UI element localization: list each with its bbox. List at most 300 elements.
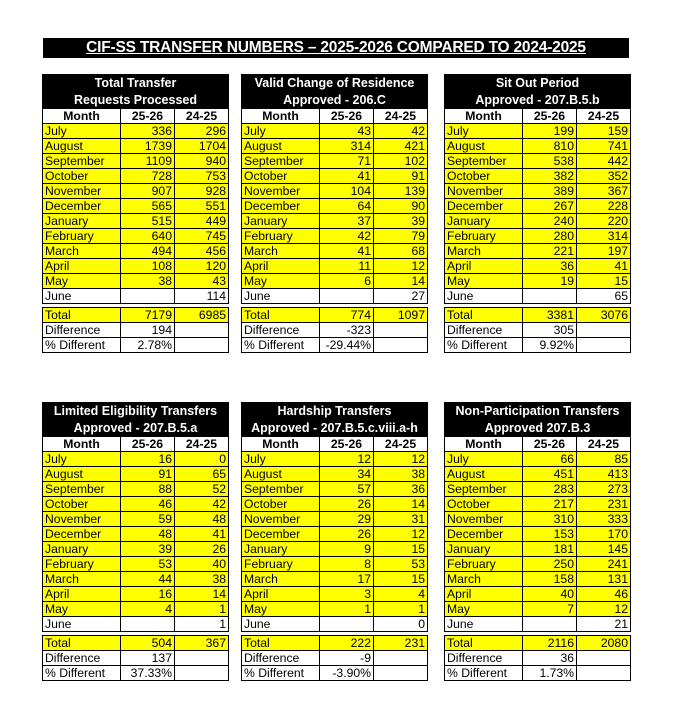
month-cell: April [43, 587, 121, 602]
table-row [445, 557, 631, 572]
table-row [242, 289, 428, 304]
table-row [445, 259, 631, 274]
month-cell: July [445, 452, 523, 467]
difference-value: 137 [121, 651, 175, 666]
value-2024-25: 46 [577, 587, 631, 602]
value-2024-25: 31 [374, 512, 428, 527]
value-2024-25: 41 [577, 259, 631, 274]
table-row [43, 244, 229, 259]
value-2024-25: 1 [374, 602, 428, 617]
transfer-table [42, 402, 229, 681]
table-row [445, 124, 631, 139]
month-cell: July [242, 124, 320, 139]
value-2025-26: 19 [523, 274, 577, 289]
value-2024-25: 928 [175, 184, 229, 199]
total-label: Total [445, 308, 523, 323]
value-2025-26: 57 [320, 482, 374, 497]
column-header-month: Month [242, 437, 320, 452]
value-2025-26: 515 [121, 214, 175, 229]
month-cell: May [43, 274, 121, 289]
value-2024-25: 53 [374, 557, 428, 572]
table-row [242, 602, 428, 617]
table-row [242, 139, 428, 154]
table-subtitle: Approved - 206.C [242, 92, 428, 109]
column-header-previous: 24-25 [374, 437, 428, 452]
table-row [445, 154, 631, 169]
table-row [445, 229, 631, 244]
table-row [242, 527, 428, 542]
total-label: Total [43, 636, 121, 651]
percent-value: 9.92% [523, 338, 577, 353]
table-row [242, 124, 428, 139]
total-2025-26: 7179 [121, 308, 175, 323]
month-cell: November [445, 184, 523, 199]
value-2024-25: 52 [175, 482, 229, 497]
table-row [242, 274, 428, 289]
table-row [445, 244, 631, 259]
value-2025-26 [523, 289, 577, 304]
month-cell: November [43, 184, 121, 199]
value-2024-25: 15 [577, 274, 631, 289]
month-cell: January [445, 542, 523, 557]
value-2025-26 [121, 617, 175, 632]
value-2024-25: 12 [374, 452, 428, 467]
value-2024-25: 15 [374, 572, 428, 587]
value-2024-25: 38 [175, 572, 229, 587]
difference-label: Difference [43, 323, 121, 338]
value-2025-26: 494 [121, 244, 175, 259]
value-2025-26: 16 [121, 452, 175, 467]
total-2024-25: 231 [374, 636, 428, 651]
table-row [445, 482, 631, 497]
value-2024-25: 90 [374, 199, 428, 214]
transfer-table [42, 74, 229, 353]
transfer-table [444, 402, 631, 681]
value-2024-25: 91 [374, 169, 428, 184]
difference-value: 194 [121, 323, 175, 338]
value-2025-26: 250 [523, 557, 577, 572]
table-row [242, 452, 428, 467]
transfer-table [241, 402, 428, 681]
value-2025-26: 64 [320, 199, 374, 214]
column-header-current: 25-26 [121, 109, 175, 124]
table-row [43, 154, 229, 169]
table-subtitle: Requests Processed [43, 92, 229, 109]
value-2025-26: 41 [320, 169, 374, 184]
value-2025-26: 8 [320, 557, 374, 572]
value-2024-25: 12 [374, 259, 428, 274]
value-2025-26: 217 [523, 497, 577, 512]
month-cell: April [242, 587, 320, 602]
month-cell: July [242, 452, 320, 467]
month-cell: January [242, 214, 320, 229]
value-2024-25: 170 [577, 527, 631, 542]
table-subtitle: Approved - 207.B.5.b [445, 92, 631, 109]
value-2025-26: 6 [320, 274, 374, 289]
value-2024-25: 753 [175, 169, 229, 184]
month-cell: June [445, 289, 523, 304]
table-title: Non-Participation Transfers [445, 403, 631, 420]
table-row [445, 542, 631, 557]
value-2025-26: 12 [320, 452, 374, 467]
table-row [242, 617, 428, 632]
value-2024-25: 48 [175, 512, 229, 527]
percent-label: % Different [43, 338, 121, 353]
table-row [242, 572, 428, 587]
month-cell: October [242, 169, 320, 184]
value-2025-26 [523, 617, 577, 632]
value-2025-26: 43 [320, 124, 374, 139]
month-cell: June [242, 289, 320, 304]
difference-label: Difference [43, 651, 121, 666]
table-row [445, 527, 631, 542]
value-2024-25: 333 [577, 512, 631, 527]
month-cell: October [242, 497, 320, 512]
table-row [242, 244, 428, 259]
month-cell: January [445, 214, 523, 229]
difference-label: Difference [445, 323, 523, 338]
percent-value: 1.73% [523, 666, 577, 681]
table-row [43, 274, 229, 289]
total-2025-26: 2116 [523, 636, 577, 651]
value-2024-25: 43 [175, 274, 229, 289]
month-cell: November [242, 184, 320, 199]
table-row [445, 497, 631, 512]
value-2025-26: 240 [523, 214, 577, 229]
table-row [242, 497, 428, 512]
percent-label: % Different [242, 338, 320, 353]
month-cell: December [242, 199, 320, 214]
value-2025-26: 29 [320, 512, 374, 527]
value-2025-26 [320, 289, 374, 304]
difference-value: 305 [523, 323, 577, 338]
month-cell: February [43, 557, 121, 572]
value-2024-25: 42 [374, 124, 428, 139]
value-2024-25: 159 [577, 124, 631, 139]
value-2025-26: 9 [320, 542, 374, 557]
month-cell: July [445, 124, 523, 139]
value-2024-25: 36 [374, 482, 428, 497]
value-2024-25: 413 [577, 467, 631, 482]
month-cell: February [242, 229, 320, 244]
value-2024-25: 421 [374, 139, 428, 154]
value-2025-26: 66 [523, 452, 577, 467]
month-cell: September [445, 482, 523, 497]
difference-value: 36 [523, 651, 577, 666]
month-cell: November [43, 512, 121, 527]
month-cell: April [445, 259, 523, 274]
value-2024-25: 352 [577, 169, 631, 184]
table-row [242, 557, 428, 572]
column-header-current: 25-26 [121, 437, 175, 452]
month-cell: February [43, 229, 121, 244]
value-2025-26: 91 [121, 467, 175, 482]
value-2025-26: 53 [121, 557, 175, 572]
table-row [445, 572, 631, 587]
table-subtitle: Approved 207.B.3 [445, 420, 631, 437]
table-row [242, 184, 428, 199]
empty-cell [577, 323, 631, 338]
value-2024-25: 26 [175, 542, 229, 557]
month-cell: May [445, 602, 523, 617]
value-2024-25: 68 [374, 244, 428, 259]
percent-label: % Different [445, 338, 523, 353]
value-2025-26: 728 [121, 169, 175, 184]
column-header-previous: 24-25 [577, 437, 631, 452]
table-row [445, 602, 631, 617]
total-2024-25: 2080 [577, 636, 631, 651]
value-2025-26: 280 [523, 229, 577, 244]
table-row [445, 467, 631, 482]
value-2025-26: 59 [121, 512, 175, 527]
table-row [43, 229, 229, 244]
percent-value: 2.78% [121, 338, 175, 353]
table-title: Total Transfer [43, 75, 229, 92]
table-row [445, 587, 631, 602]
difference-value: -323 [320, 323, 374, 338]
value-2025-26: 451 [523, 467, 577, 482]
month-cell: March [445, 244, 523, 259]
month-cell: December [242, 527, 320, 542]
value-2024-25: 139 [374, 184, 428, 199]
month-cell: October [43, 169, 121, 184]
value-2024-25: 85 [577, 452, 631, 467]
value-2025-26: 538 [523, 154, 577, 169]
month-cell: March [242, 572, 320, 587]
value-2024-25: 65 [577, 289, 631, 304]
table-row [445, 617, 631, 632]
value-2025-26: 382 [523, 169, 577, 184]
value-2024-25: 14 [175, 587, 229, 602]
column-header-month: Month [445, 109, 523, 124]
table-row [43, 617, 229, 632]
percent-label: % Different [242, 666, 320, 681]
table-subtitle: Approved - 207.B.5.c.viii.a-h [242, 420, 428, 437]
month-cell: December [445, 527, 523, 542]
value-2024-25: 21 [577, 617, 631, 632]
value-2025-26: 1 [320, 602, 374, 617]
empty-cell [175, 323, 229, 338]
value-2025-26: 11 [320, 259, 374, 274]
value-2024-25: 102 [374, 154, 428, 169]
month-cell: September [445, 154, 523, 169]
value-2025-26: 907 [121, 184, 175, 199]
month-cell: January [43, 542, 121, 557]
value-2024-25: 42 [175, 497, 229, 512]
value-2025-26: 640 [121, 229, 175, 244]
value-2024-25: 241 [577, 557, 631, 572]
month-cell: February [445, 229, 523, 244]
value-2024-25: 1 [175, 602, 229, 617]
value-2025-26: 26 [320, 497, 374, 512]
value-2024-25: 314 [577, 229, 631, 244]
table-row [242, 482, 428, 497]
table-row [43, 259, 229, 274]
table-row [43, 497, 229, 512]
value-2025-26 [320, 617, 374, 632]
value-2024-25: 0 [374, 617, 428, 632]
table-row [43, 512, 229, 527]
value-2024-25: 114 [175, 289, 229, 304]
month-cell: February [242, 557, 320, 572]
value-2025-26: 17 [320, 572, 374, 587]
table-row [242, 259, 428, 274]
month-cell: June [43, 617, 121, 632]
table-row [242, 169, 428, 184]
value-2025-26: 389 [523, 184, 577, 199]
table-row [43, 572, 229, 587]
value-2024-25: 551 [175, 199, 229, 214]
table-row [445, 169, 631, 184]
value-2024-25: 41 [175, 527, 229, 542]
value-2025-26: 42 [320, 229, 374, 244]
difference-label: Difference [445, 651, 523, 666]
month-cell: January [43, 214, 121, 229]
value-2024-25: 131 [577, 572, 631, 587]
column-header-month: Month [43, 437, 121, 452]
month-cell: March [242, 244, 320, 259]
value-2024-25: 231 [577, 497, 631, 512]
value-2025-26: 158 [523, 572, 577, 587]
table-row [445, 452, 631, 467]
table-row [43, 527, 229, 542]
value-2024-25: 4 [374, 587, 428, 602]
month-cell: August [43, 467, 121, 482]
value-2025-26: 181 [523, 542, 577, 557]
column-header-current: 25-26 [523, 437, 577, 452]
table-row [43, 199, 229, 214]
table-row [43, 184, 229, 199]
column-header-month: Month [242, 109, 320, 124]
total-2025-26: 504 [121, 636, 175, 651]
value-2025-26: 38 [121, 274, 175, 289]
empty-cell [175, 651, 229, 666]
value-2024-25: 940 [175, 154, 229, 169]
value-2025-26: 153 [523, 527, 577, 542]
table-row [43, 467, 229, 482]
value-2024-25: 367 [577, 184, 631, 199]
value-2024-25: 197 [577, 244, 631, 259]
month-cell: October [43, 497, 121, 512]
month-cell: July [43, 452, 121, 467]
value-2025-26: 267 [523, 199, 577, 214]
value-2024-25: 745 [175, 229, 229, 244]
month-cell: September [43, 482, 121, 497]
month-cell: November [242, 512, 320, 527]
value-2024-25: 296 [175, 124, 229, 139]
month-cell: December [43, 199, 121, 214]
month-cell: September [43, 154, 121, 169]
month-cell: March [43, 572, 121, 587]
month-cell: January [242, 542, 320, 557]
value-2024-25: 27 [374, 289, 428, 304]
month-cell: July [43, 124, 121, 139]
value-2025-26: 71 [320, 154, 374, 169]
month-cell: March [43, 244, 121, 259]
table-subtitle: Approved - 207.B.5.a [43, 420, 229, 437]
value-2025-26: 88 [121, 482, 175, 497]
empty-cell [374, 651, 428, 666]
column-header-current: 25-26 [320, 437, 374, 452]
month-cell: August [445, 139, 523, 154]
column-header-current: 25-26 [320, 109, 374, 124]
value-2025-26: 3 [320, 587, 374, 602]
value-2025-26: 37 [320, 214, 374, 229]
percent-label: % Different [445, 666, 523, 681]
value-2025-26: 16 [121, 587, 175, 602]
table-row [445, 199, 631, 214]
difference-label: Difference [242, 651, 320, 666]
value-2024-25: 442 [577, 154, 631, 169]
empty-cell [577, 651, 631, 666]
table-title: Limited Eligibility Transfers [43, 403, 229, 420]
value-2025-26: 40 [523, 587, 577, 602]
month-cell: April [445, 587, 523, 602]
value-2025-26: 108 [121, 259, 175, 274]
table-title: Hardship Transfers [242, 403, 428, 420]
percent-value: -3.90% [320, 666, 374, 681]
table-row [43, 557, 229, 572]
month-cell: August [445, 467, 523, 482]
month-cell: August [242, 139, 320, 154]
table-row [242, 467, 428, 482]
table-row [242, 199, 428, 214]
column-header-month: Month [445, 437, 523, 452]
empty-cell [577, 666, 631, 681]
table-row [242, 214, 428, 229]
transfer-table [444, 74, 631, 353]
month-cell: February [445, 557, 523, 572]
value-2025-26: 4 [121, 602, 175, 617]
table-row [445, 214, 631, 229]
table-row [43, 169, 229, 184]
table-row [43, 482, 229, 497]
column-header-month: Month [43, 109, 121, 124]
empty-cell [175, 666, 229, 681]
table-title: Sit Out Period [445, 75, 631, 92]
column-header-previous: 24-25 [577, 109, 631, 124]
value-2025-26: 34 [320, 467, 374, 482]
value-2024-25: 1 [175, 617, 229, 632]
table-row [43, 602, 229, 617]
column-header-previous: 24-25 [175, 437, 229, 452]
table-row [242, 542, 428, 557]
table-row [445, 139, 631, 154]
difference-label: Difference [242, 323, 320, 338]
value-2024-25: 220 [577, 214, 631, 229]
value-2025-26: 48 [121, 527, 175, 542]
value-2025-26: 565 [121, 199, 175, 214]
table-row [43, 139, 229, 154]
month-cell: December [445, 199, 523, 214]
value-2025-26: 26 [320, 527, 374, 542]
value-2024-25: 15 [374, 542, 428, 557]
table-row [242, 229, 428, 244]
difference-value: -9 [320, 651, 374, 666]
table-row [242, 512, 428, 527]
value-2024-25: 456 [175, 244, 229, 259]
value-2025-26: 41 [320, 244, 374, 259]
value-2024-25: 79 [374, 229, 428, 244]
value-2024-25: 228 [577, 199, 631, 214]
total-2025-26: 3381 [523, 308, 577, 323]
table-row [43, 587, 229, 602]
table-row [43, 289, 229, 304]
table-row [43, 542, 229, 557]
month-cell: November [445, 512, 523, 527]
percent-value: -29.44% [320, 338, 374, 353]
table-row [445, 274, 631, 289]
